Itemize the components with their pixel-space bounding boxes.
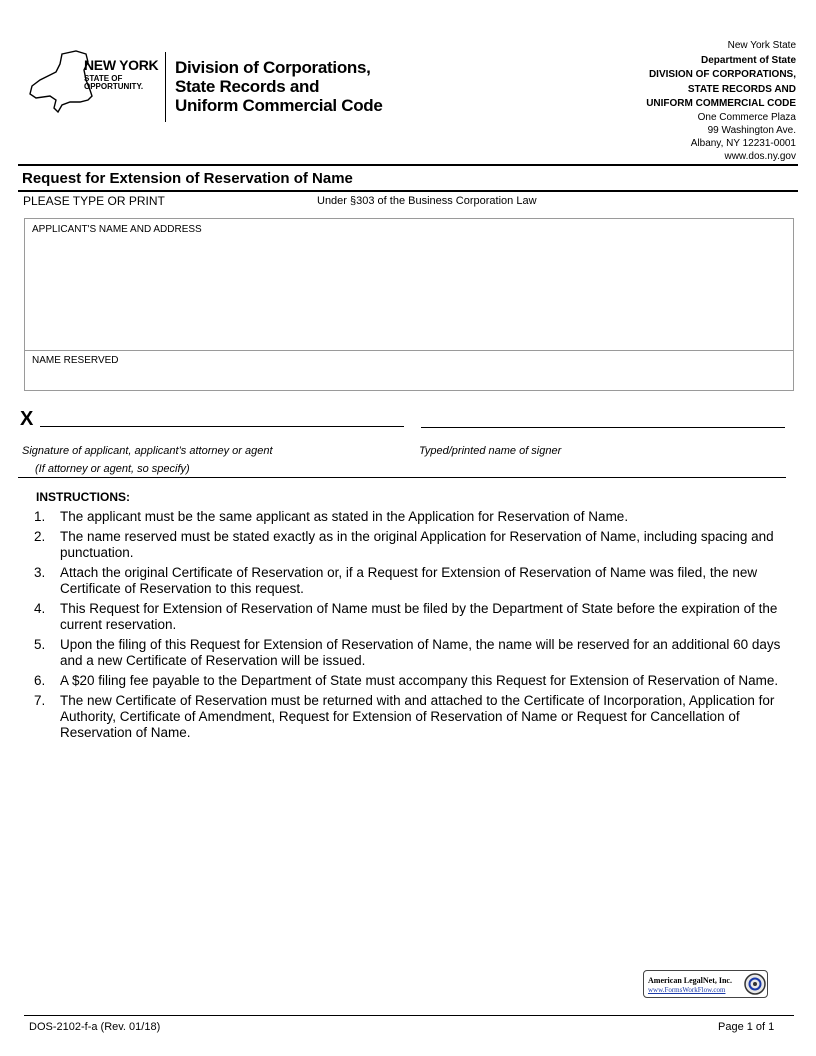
top-rule xyxy=(18,164,798,166)
name-reserved-label: NAME RESERVED xyxy=(32,355,119,366)
statute-reference: Under §303 of the Business Corporation Law xyxy=(317,195,537,207)
instructions-list xyxy=(34,509,784,745)
signature-mark: X xyxy=(20,408,34,430)
instruction-text: The new Certificate of Reservation must be returned with and attached to the Certificate of Incorporation, Application for Authority, Certificate of Amendment, Request for Extension of Reservation of Name or Request for Cancellation of Reservation of Name. xyxy=(60,693,775,740)
page-number: Page 1 of 1 xyxy=(718,1021,775,1033)
badge-company-name: American LegalNet, Inc. xyxy=(648,976,732,985)
instruction-item xyxy=(34,693,784,741)
address-line6: One Commerce Plaza xyxy=(697,112,796,123)
instruction-item xyxy=(34,673,784,689)
address-website: www.dos.ny.gov xyxy=(724,151,796,162)
address-line8: Albany, NY 12231-0001 xyxy=(690,138,796,149)
instruction-text: The name reserved must be stated exactly as in the original Application for Reservation of Name, including spacing and punctuation. xyxy=(60,529,774,560)
type-or-print-note: PLEASE TYPE OR PRINT xyxy=(23,194,165,208)
form-id: DOS-2102-f-a (Rev. 01/18) xyxy=(29,1021,161,1033)
instruction-text: This Request for Extension of Reservation of Name must be filed by the Department of State before the expiration of the current reservation. xyxy=(60,601,778,632)
instruction-text: The applicant must be the same applicant as stated in the Application for Reservation of Name. xyxy=(60,509,629,524)
signature-caption-note: (If attorney or agent, so specify) xyxy=(35,463,190,475)
legalnet-globe-icon xyxy=(744,973,766,995)
signature-rule xyxy=(18,477,786,478)
instruction-item xyxy=(34,509,784,525)
instruction-number: 1. xyxy=(34,509,46,524)
instruction-item xyxy=(34,601,784,633)
title-rule xyxy=(18,190,798,192)
box-divider xyxy=(25,350,793,351)
address-line5: UNIFORM COMMERCIAL CODE xyxy=(646,98,796,109)
logo-state-name: NEW YORK xyxy=(84,57,159,73)
signature-caption: Signature of applicant, applicant’s attorney or agent xyxy=(22,445,273,457)
instruction-number: 6. xyxy=(34,673,46,688)
logo-tagline-line1: STATE OF xyxy=(84,74,123,83)
address-line4: STATE RECORDS AND xyxy=(687,84,796,95)
address-line7: 99 Washington Ave. xyxy=(707,125,796,136)
address-line3: DIVISION OF CORPORATIONS, xyxy=(648,69,796,80)
logo-divider xyxy=(165,52,166,122)
instructions-heading: INSTRUCTIONS: xyxy=(36,490,130,504)
instruction-item xyxy=(34,529,784,561)
division-title-line3: Uniform Commercial Code xyxy=(175,96,383,115)
footer-rule xyxy=(24,1015,794,1016)
printed-name-caption: Typed/printed name of signer xyxy=(419,445,562,457)
instruction-item xyxy=(34,637,784,669)
instruction-text: Upon the filing of this Request for Extension of Reservation of Name, the name will be reserved for an additional 60 days and a new Certificate of Reservation will be issued. xyxy=(60,637,781,668)
applicant-name-address-field[interactable] xyxy=(24,218,794,391)
address-line2: Department of State xyxy=(700,55,796,66)
applicant-label: APPLICANT'S NAME AND ADDRESS xyxy=(32,224,202,235)
instruction-text: A $20 filing fee payable to the Department of State must accompany this Request for Extension of Reservation of Name. xyxy=(60,673,779,688)
address-line1: New York State xyxy=(727,40,796,51)
printed-name-field[interactable] xyxy=(421,427,785,428)
instruction-text: Attach the original Certificate of Reservation or, if a Request for Extension of Reservation of Name was filed, the new Certificate of Reservation to this request. xyxy=(60,565,758,596)
division-title-line2: State Records and xyxy=(175,77,320,96)
instruction-number: 4. xyxy=(34,601,46,616)
badge-link[interactable]: www.FormsWorkFlow.com xyxy=(648,986,726,994)
instruction-number: 5. xyxy=(34,637,46,652)
signature-field[interactable] xyxy=(40,426,404,427)
form-title: Request for Extension of Reservation of Name xyxy=(22,170,353,187)
instruction-number: 2. xyxy=(34,529,46,544)
division-title-line1: Division of Corporations, xyxy=(175,58,371,77)
instruction-number: 3. xyxy=(34,565,46,580)
instruction-number: 7. xyxy=(34,693,46,708)
logo-tagline-line2: OPPORTUNITY. xyxy=(84,82,144,91)
instruction-item xyxy=(34,565,784,597)
